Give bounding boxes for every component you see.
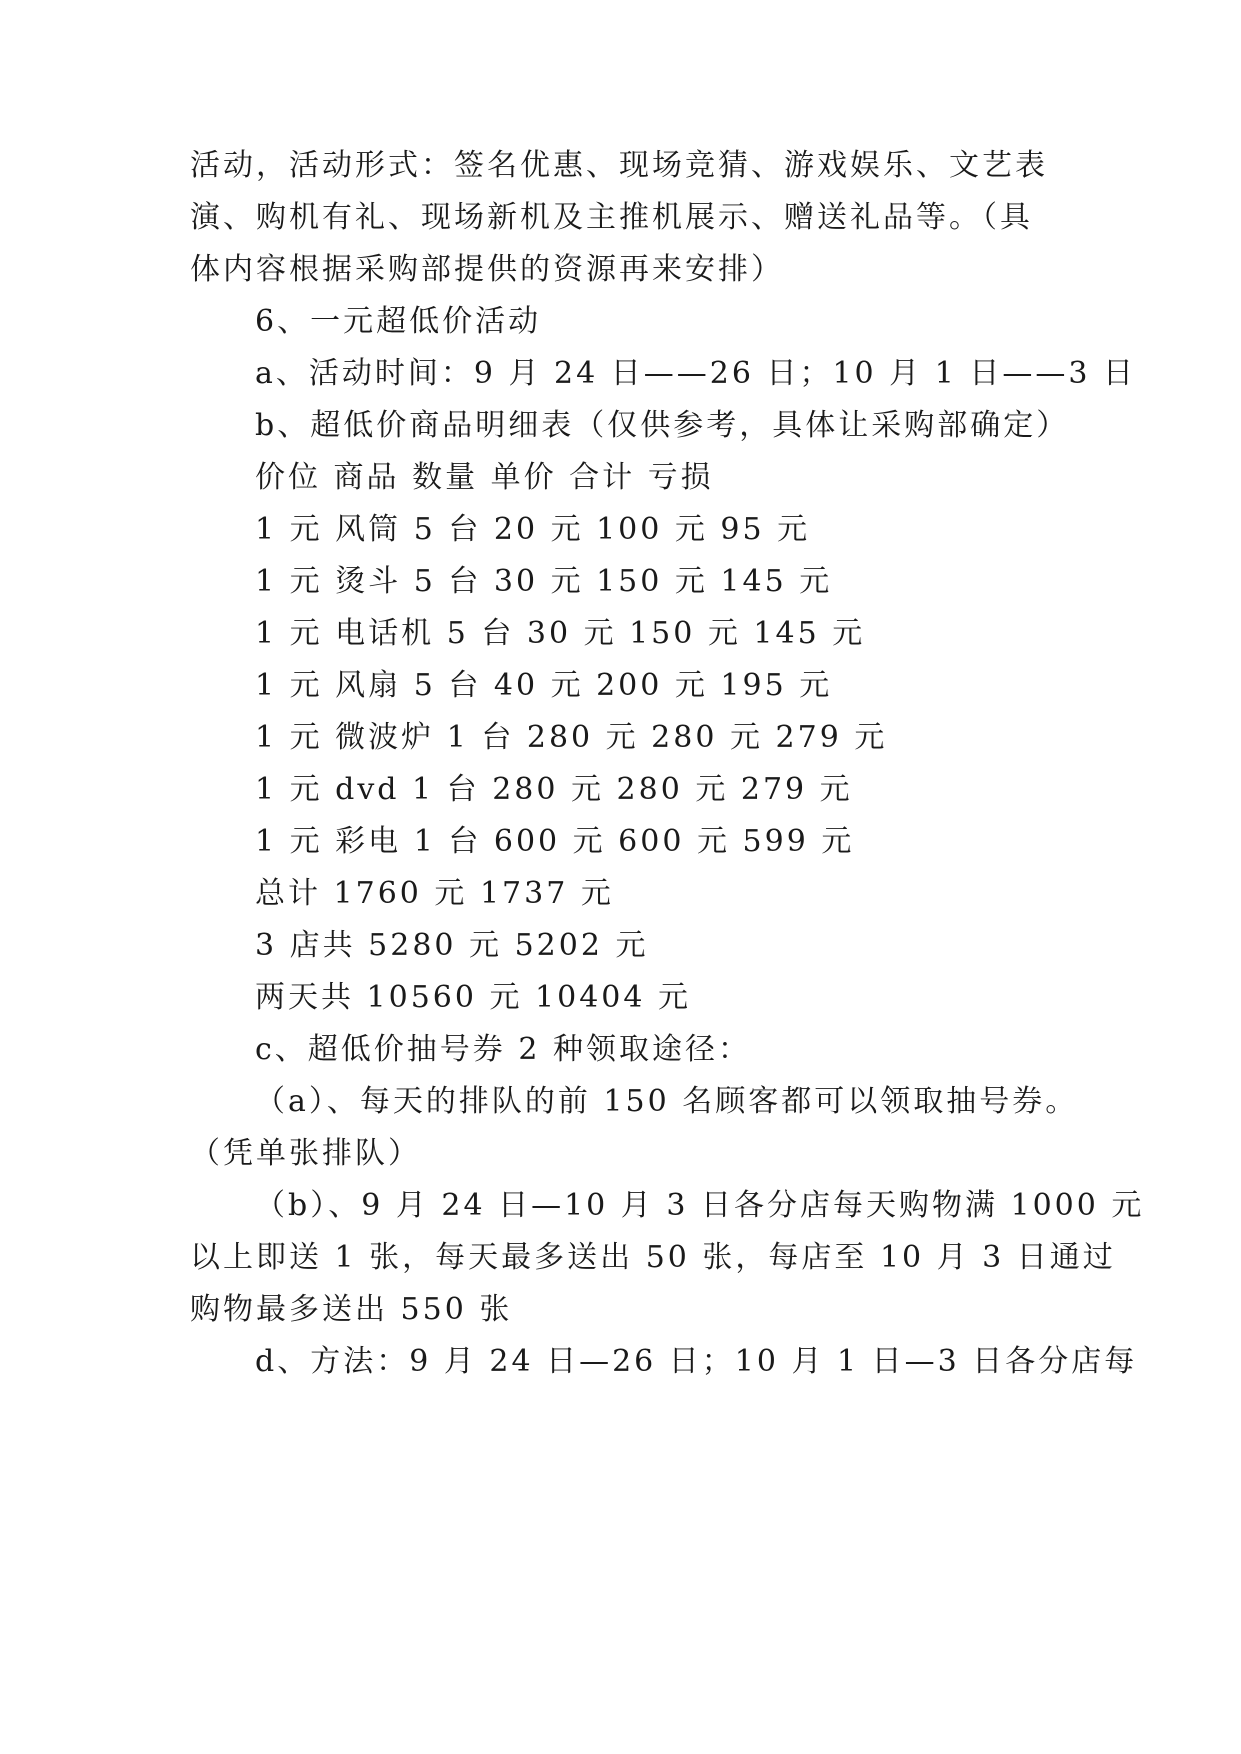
table-row-line: 1 元 电话机 5 台 30 元 150 元 145 元 [255, 616, 866, 651]
paragraph-line: b、超低价商品明细表（仅供参考，具体让采购部确定） [255, 408, 1070, 443]
table-row-line: 1 元 烫斗 5 台 30 元 150 元 145 元 [255, 564, 833, 599]
paragraph-line: （b）、9 月 24 日—10 月 3 日各分店每天购物满 1000 元 [255, 1188, 1145, 1223]
paragraph-line: 体内容根据采购部提供的资源再来安排） [190, 252, 784, 287]
table-row-line: 1 元 风筒 5 台 20 元 100 元 95 元 [255, 512, 811, 547]
table-row-line: 1 元 dvd 1 台 280 元 280 元 279 元 [255, 772, 853, 807]
paragraph-line: （a）、每天的排队的前 150 名顾客都可以领取抽号券。 [255, 1084, 1079, 1119]
section-heading: 6、一元超低价活动 [255, 304, 542, 339]
table-row-line: 1 元 风扇 5 台 40 元 200 元 195 元 [255, 668, 833, 703]
paragraph-line: 活动，活动形式：签名优惠、现场竞猜、游戏娱乐、文艺表 [190, 148, 1048, 183]
table-header-line: 价位 商品 数量 单价 合计 亏损 [255, 460, 714, 495]
table-row-line: 1 元 彩电 1 台 600 元 600 元 599 元 [255, 824, 855, 859]
paragraph-line: d、方法：9 月 24 日—26 日；10 月 1 日—3 日各分店每 [255, 1344, 1138, 1379]
table-total-line: 两天共 10560 元 10404 元 [255, 980, 692, 1015]
paragraph-line: c、超低价抽号券 2 种领取途径： [255, 1032, 751, 1067]
table-total-line: 总计 1760 元 1737 元 [255, 876, 614, 911]
paragraph-line: 演、购机有礼、现场新机及主推机展示、赠送礼品等。（具 [190, 200, 1033, 235]
table-row-line: 1 元 微波炉 1 台 280 元 280 元 279 元 [255, 720, 888, 755]
paragraph-line: （凭单张排队） [190, 1136, 421, 1171]
paragraph-line: 购物最多送出 550 张 [190, 1292, 513, 1327]
paragraph-line: 以上即送 1 张，每天最多送出 50 张，每店至 10 月 3 日通过 [190, 1240, 1116, 1275]
paragraph-line: a、活动时间：9 月 24 日——26 日；10 月 1 日——3 日 [255, 356, 1136, 391]
table-total-line: 3 店共 5280 元 5202 元 [255, 928, 649, 963]
